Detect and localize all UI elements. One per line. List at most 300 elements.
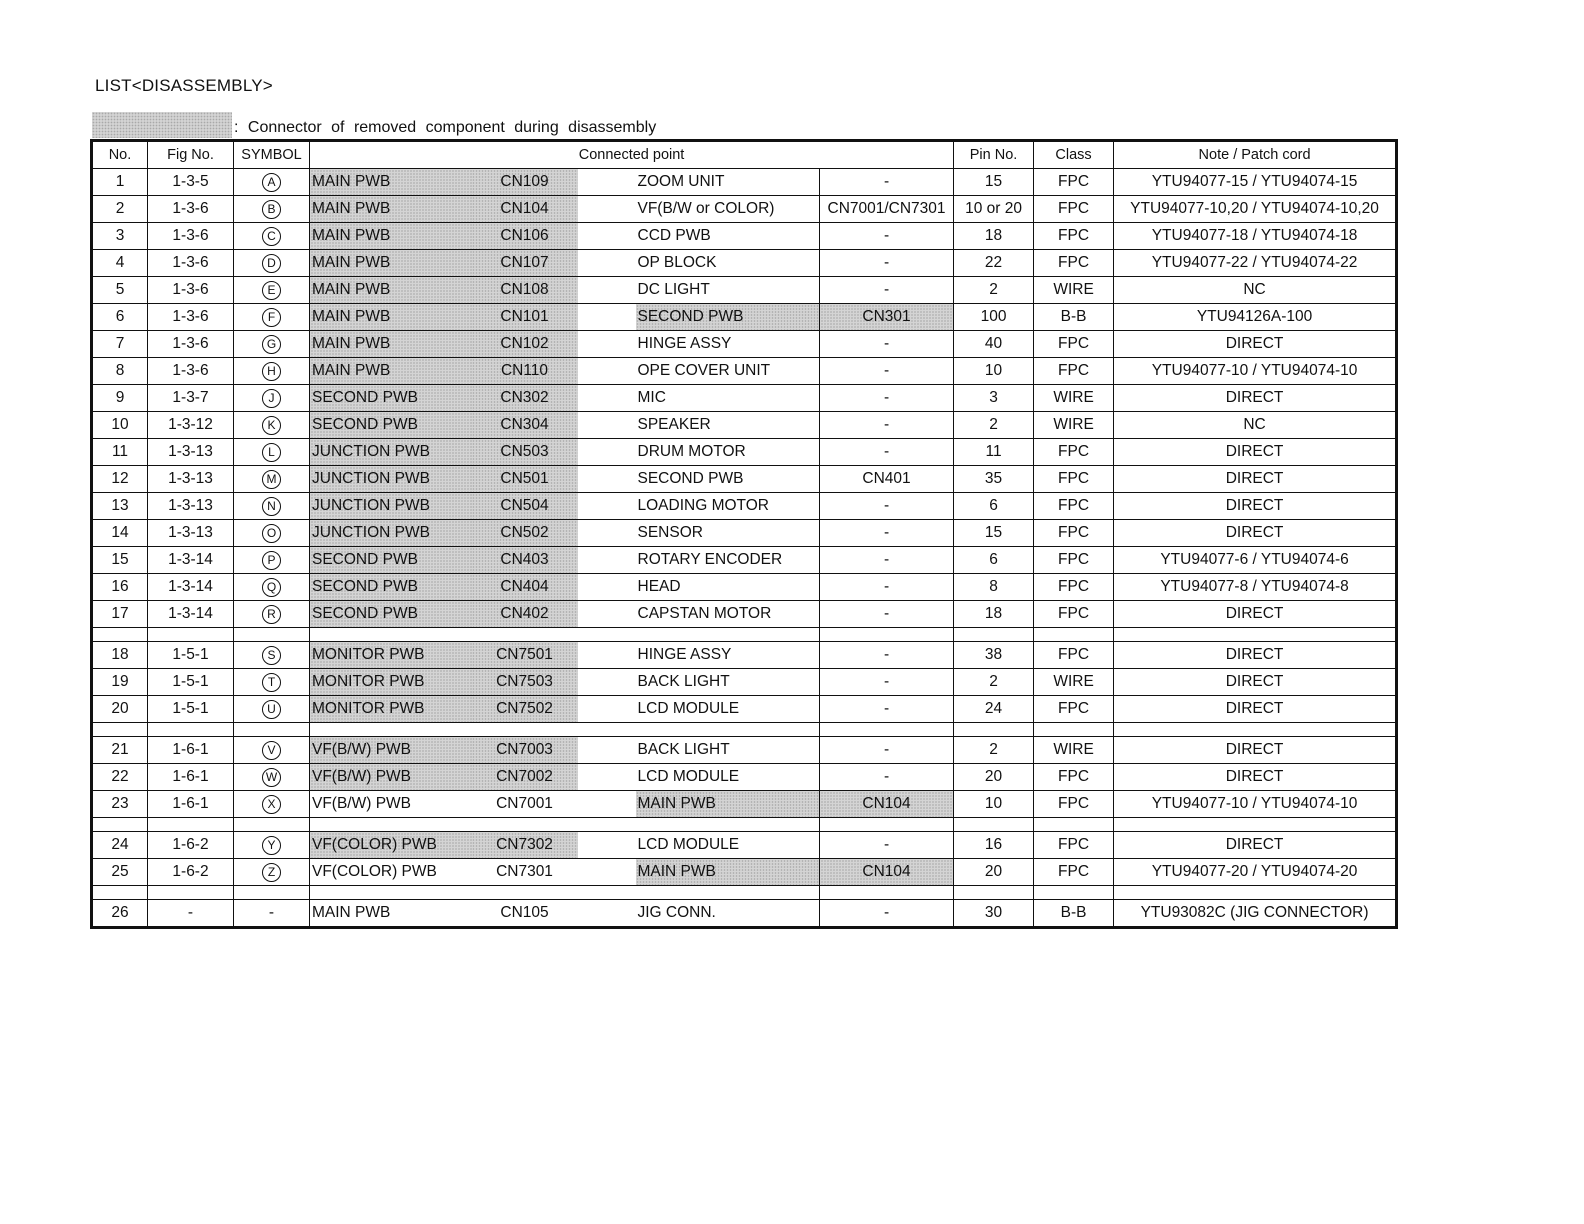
- source-connector: CN101: [472, 304, 578, 331]
- row-pin-no: 15: [954, 520, 1034, 547]
- circled-letter-symbol: Y: [262, 836, 281, 855]
- circled-letter-symbol: S: [262, 646, 281, 665]
- row-class: FPC: [1034, 196, 1114, 223]
- row-fig-no: 1-3-6: [148, 223, 234, 250]
- destination-connector: CN104: [820, 791, 954, 818]
- row-pin-no: 22: [954, 250, 1034, 277]
- source-connector: CN109: [472, 169, 578, 196]
- separator-row: [92, 886, 1397, 900]
- table-row: [92, 696, 1397, 723]
- source-part: JUNCTION PWB: [310, 466, 472, 493]
- row-class: FPC: [1034, 466, 1114, 493]
- circled-letter-symbol: F: [262, 308, 281, 327]
- separator-row: [92, 723, 1397, 737]
- table-row: [92, 859, 1397, 886]
- row-symbol: [234, 169, 310, 196]
- row-symbol: [234, 358, 310, 385]
- destination-part: JIG CONN.: [636, 900, 820, 928]
- row-fig-no: -: [148, 900, 234, 928]
- header-fig-no: Fig No.: [148, 141, 234, 169]
- row-class: WIRE: [1034, 277, 1114, 304]
- row-class: FPC: [1034, 832, 1114, 859]
- row-no: 18: [92, 642, 148, 669]
- row-note: NC: [1114, 412, 1397, 439]
- row-symbol: [234, 439, 310, 466]
- table-row: [92, 642, 1397, 669]
- row-fig-no: 1-3-13: [148, 520, 234, 547]
- circled-letter-symbol: V: [262, 741, 281, 760]
- row-no: 14: [92, 520, 148, 547]
- row-class: B-B: [1034, 304, 1114, 331]
- row-no: 20: [92, 696, 148, 723]
- destination-part: OPE COVER UNIT: [636, 358, 820, 385]
- destination-part: VF(B/W or COLOR): [636, 196, 820, 223]
- row-class: FPC: [1034, 250, 1114, 277]
- destination-connector: -: [820, 385, 954, 412]
- row-note: YTU94077-22 / YTU94074-22: [1114, 250, 1397, 277]
- source-connector: CN403: [472, 547, 578, 574]
- circled-letter-symbol: T: [262, 673, 281, 692]
- destination-part: CAPSTAN MOTOR: [636, 601, 820, 628]
- row-symbol: [234, 547, 310, 574]
- source-connector: CN7502: [472, 696, 578, 723]
- destination-part: SPEAKER: [636, 412, 820, 439]
- row-no: 22: [92, 764, 148, 791]
- row-fig-no: 1-3-6: [148, 331, 234, 358]
- row-fig-no: 1-5-1: [148, 696, 234, 723]
- destination-part: DC LIGHT: [636, 277, 820, 304]
- circled-letter-symbol: Q: [262, 578, 281, 597]
- row-no: 16: [92, 574, 148, 601]
- row-note: DIRECT: [1114, 642, 1397, 669]
- row-class: FPC: [1034, 696, 1114, 723]
- row-pin-no: 24: [954, 696, 1034, 723]
- arrow-icon: [578, 250, 636, 277]
- row-pin-no: 35: [954, 466, 1034, 493]
- destination-connector: CN7001/CN7301: [820, 196, 954, 223]
- destination-connector: -: [820, 764, 954, 791]
- row-symbol: [234, 331, 310, 358]
- circled-letter-symbol: U: [262, 700, 281, 719]
- row-symbol: [234, 642, 310, 669]
- destination-connector: -: [820, 574, 954, 601]
- table-row: [92, 358, 1397, 385]
- arrow-icon: [578, 601, 636, 628]
- table-row: [92, 169, 1397, 196]
- source-connector: CN504: [472, 493, 578, 520]
- row-symbol: [234, 696, 310, 723]
- row-symbol: [234, 250, 310, 277]
- row-note: DIRECT: [1114, 331, 1397, 358]
- row-class: WIRE: [1034, 669, 1114, 696]
- source-connector: CN502: [472, 520, 578, 547]
- destination-connector: -: [820, 642, 954, 669]
- destination-connector: -: [820, 547, 954, 574]
- destination-connector: -: [820, 358, 954, 385]
- row-class: FPC: [1034, 791, 1114, 818]
- destination-part: SENSOR: [636, 520, 820, 547]
- row-symbol: [234, 304, 310, 331]
- row-note: YTU94077-8 / YTU94074-8: [1114, 574, 1397, 601]
- table-row: [92, 547, 1397, 574]
- row-symbol: [234, 493, 310, 520]
- source-connector: CN7002: [472, 764, 578, 791]
- source-part: MAIN PWB: [310, 358, 472, 385]
- arrow-icon: [578, 547, 636, 574]
- row-fig-no: 1-3-6: [148, 277, 234, 304]
- row-class: WIRE: [1034, 412, 1114, 439]
- header-note: Note / Patch cord: [1114, 141, 1397, 169]
- arrow-icon: [578, 223, 636, 250]
- arrow-icon: [578, 520, 636, 547]
- row-note: YTU94077-18 / YTU94074-18: [1114, 223, 1397, 250]
- row-note: YTU94077-6 / YTU94074-6: [1114, 547, 1397, 574]
- row-fig-no: 1-6-1: [148, 791, 234, 818]
- row-class: FPC: [1034, 223, 1114, 250]
- row-symbol: [234, 412, 310, 439]
- row-symbol: [234, 385, 310, 412]
- source-part: VF(B/W) PWB: [310, 737, 472, 764]
- table-row: [92, 574, 1397, 601]
- source-connector: CN7503: [472, 669, 578, 696]
- separator-row: [92, 628, 1397, 642]
- row-no: 24: [92, 832, 148, 859]
- source-part: VF(B/W) PWB: [310, 791, 472, 818]
- circled-letter-symbol: M: [262, 470, 281, 489]
- source-connector: CN102: [472, 331, 578, 358]
- row-pin-no: 2: [954, 737, 1034, 764]
- header-connected-point: Connected point: [310, 141, 954, 169]
- arrow-icon: [578, 791, 636, 818]
- row-class: FPC: [1034, 574, 1114, 601]
- source-connector: CN302: [472, 385, 578, 412]
- table-row: [92, 669, 1397, 696]
- source-part: MAIN PWB: [310, 304, 472, 331]
- legend-text: : Connector of removed component during disassembly: [234, 119, 657, 136]
- row-fig-no: 1-6-2: [148, 859, 234, 886]
- destination-part: BACK LIGHT: [636, 669, 820, 696]
- row-note: YTU94077-10,20 / YTU94074-10,20: [1114, 196, 1397, 223]
- destination-part: BACK LIGHT: [636, 737, 820, 764]
- table-row: [92, 250, 1397, 277]
- destination-part: HINGE ASSY: [636, 331, 820, 358]
- row-class: FPC: [1034, 520, 1114, 547]
- shaded-legend-swatch: [92, 112, 232, 138]
- destination-connector: -: [820, 169, 954, 196]
- row-fig-no: 1-3-6: [148, 250, 234, 277]
- row-note: DIRECT: [1114, 439, 1397, 466]
- row-symbol: [234, 669, 310, 696]
- destination-part: ROTARY ENCODER: [636, 547, 820, 574]
- row-fig-no: 1-3-7: [148, 385, 234, 412]
- arrow-icon: [578, 385, 636, 412]
- destination-connector: -: [820, 493, 954, 520]
- row-pin-no: 10 or 20: [954, 196, 1034, 223]
- destination-connector: CN301: [820, 304, 954, 331]
- row-no: 19: [92, 669, 148, 696]
- row-note: YTU94077-10 / YTU94074-10: [1114, 358, 1397, 385]
- source-connector: CN503: [472, 439, 578, 466]
- row-no: 17: [92, 601, 148, 628]
- row-note: YTU94077-10 / YTU94074-10: [1114, 791, 1397, 818]
- arrow-icon: [578, 304, 636, 331]
- row-pin-no: 10: [954, 791, 1034, 818]
- row-fig-no: 1-3-6: [148, 358, 234, 385]
- destination-connector: -: [820, 412, 954, 439]
- table-row: [92, 223, 1397, 250]
- row-pin-no: 2: [954, 412, 1034, 439]
- destination-connector: -: [820, 439, 954, 466]
- destination-part: SECOND PWB: [636, 304, 820, 331]
- destination-connector: -: [820, 277, 954, 304]
- destination-part: MIC: [636, 385, 820, 412]
- source-part: MAIN PWB: [310, 250, 472, 277]
- row-pin-no: 6: [954, 547, 1034, 574]
- source-part: MAIN PWB: [310, 331, 472, 358]
- row-class: FPC: [1034, 439, 1114, 466]
- destination-connector: -: [820, 832, 954, 859]
- row-no: 4: [92, 250, 148, 277]
- arrow-icon: [578, 669, 636, 696]
- row-pin-no: 2: [954, 669, 1034, 696]
- source-part: JUNCTION PWB: [310, 520, 472, 547]
- row-class: WIRE: [1034, 385, 1114, 412]
- table-row: [92, 331, 1397, 358]
- header-class: Class: [1034, 141, 1114, 169]
- arrow-icon: [578, 169, 636, 196]
- source-part: MAIN PWB: [310, 196, 472, 223]
- separator-row: [92, 818, 1397, 832]
- destination-part: DRUM MOTOR: [636, 439, 820, 466]
- row-note: DIRECT: [1114, 764, 1397, 791]
- source-part: MAIN PWB: [310, 277, 472, 304]
- row-class: FPC: [1034, 601, 1114, 628]
- destination-connector: CN104: [820, 859, 954, 886]
- source-part: SECOND PWB: [310, 547, 472, 574]
- arrow-icon: [578, 358, 636, 385]
- page-title: LIST<DISASSEMBLY>: [95, 76, 273, 95]
- row-pin-no: 16: [954, 832, 1034, 859]
- row-no: 1: [92, 169, 148, 196]
- destination-connector: -: [820, 250, 954, 277]
- destination-connector: -: [820, 696, 954, 723]
- arrow-icon: [578, 642, 636, 669]
- table-row: [92, 277, 1397, 304]
- destination-part: HEAD: [636, 574, 820, 601]
- legend: [92, 112, 656, 138]
- source-connector: CN7501: [472, 642, 578, 669]
- destination-connector: -: [820, 601, 954, 628]
- row-no: 26: [92, 900, 148, 928]
- row-pin-no: 3: [954, 385, 1034, 412]
- circled-letter-symbol: O: [262, 524, 281, 543]
- arrow-icon: [578, 696, 636, 723]
- row-class: FPC: [1034, 859, 1114, 886]
- row-no: 15: [92, 547, 148, 574]
- row-pin-no: 8: [954, 574, 1034, 601]
- row-pin-no: 30: [954, 900, 1034, 928]
- row-pin-no: 2: [954, 277, 1034, 304]
- row-fig-no: 1-3-13: [148, 439, 234, 466]
- row-symbol: -: [234, 900, 310, 928]
- row-note: YTU93082C (JIG CONNECTOR): [1114, 900, 1397, 928]
- row-no: 3: [92, 223, 148, 250]
- arrow-icon: [578, 574, 636, 601]
- source-connector: CN110: [472, 358, 578, 385]
- row-fig-no: 1-3-6: [148, 304, 234, 331]
- arrow-icon: [578, 493, 636, 520]
- row-pin-no: 38: [954, 642, 1034, 669]
- table-row: [92, 737, 1397, 764]
- source-connector: CN106: [472, 223, 578, 250]
- row-fig-no: 1-6-1: [148, 737, 234, 764]
- table-row: [92, 439, 1397, 466]
- row-class: FPC: [1034, 493, 1114, 520]
- circled-letter-symbol: K: [262, 416, 281, 435]
- row-pin-no: 20: [954, 764, 1034, 791]
- row-note: DIRECT: [1114, 520, 1397, 547]
- row-class: WIRE: [1034, 737, 1114, 764]
- source-part: SECOND PWB: [310, 574, 472, 601]
- destination-part: OP BLOCK: [636, 250, 820, 277]
- destination-part: MAIN PWB: [636, 791, 820, 818]
- destination-part: LCD MODULE: [636, 764, 820, 791]
- row-note: DIRECT: [1114, 493, 1397, 520]
- row-pin-no: 10: [954, 358, 1034, 385]
- circled-letter-symbol: J: [262, 389, 281, 408]
- table-row: [92, 493, 1397, 520]
- destination-connector: -: [820, 737, 954, 764]
- row-no: 9: [92, 385, 148, 412]
- row-symbol: [234, 277, 310, 304]
- row-class: FPC: [1034, 764, 1114, 791]
- row-no: 21: [92, 737, 148, 764]
- row-symbol: [234, 832, 310, 859]
- arrow-icon: [578, 737, 636, 764]
- row-note: NC: [1114, 277, 1397, 304]
- row-symbol: [234, 223, 310, 250]
- source-part: VF(B/W) PWB: [310, 764, 472, 791]
- source-connector: CN104: [472, 196, 578, 223]
- source-connector: CN7003: [472, 737, 578, 764]
- source-part: JUNCTION PWB: [310, 439, 472, 466]
- row-fig-no: 1-6-1: [148, 764, 234, 791]
- table-row: [92, 764, 1397, 791]
- row-fig-no: 1-3-6: [148, 196, 234, 223]
- destination-connector: -: [820, 331, 954, 358]
- circled-letter-symbol: L: [262, 443, 281, 462]
- row-pin-no: 11: [954, 439, 1034, 466]
- row-fig-no: 1-3-13: [148, 466, 234, 493]
- row-symbol: [234, 466, 310, 493]
- row-class: FPC: [1034, 642, 1114, 669]
- row-pin-no: 18: [954, 601, 1034, 628]
- destination-part: SECOND PWB: [636, 466, 820, 493]
- source-connector: CN107: [472, 250, 578, 277]
- row-fig-no: 1-5-1: [148, 669, 234, 696]
- row-no: 23: [92, 791, 148, 818]
- row-no: 13: [92, 493, 148, 520]
- circled-letter-symbol: R: [262, 605, 281, 624]
- row-symbol: [234, 520, 310, 547]
- row-class: FPC: [1034, 358, 1114, 385]
- row-symbol: [234, 196, 310, 223]
- circled-letter-symbol: N: [262, 497, 281, 516]
- table-row: [92, 832, 1397, 859]
- row-note: YTU94126A-100: [1114, 304, 1397, 331]
- destination-part: HINGE ASSY: [636, 642, 820, 669]
- arrow-icon: [578, 832, 636, 859]
- row-fig-no: 1-5-1: [148, 642, 234, 669]
- circled-letter-symbol: W: [262, 768, 281, 787]
- row-pin-no: 6: [954, 493, 1034, 520]
- destination-part: LOADING MOTOR: [636, 493, 820, 520]
- header-no: No.: [92, 141, 148, 169]
- row-note: DIRECT: [1114, 669, 1397, 696]
- source-connector: CN7302: [472, 832, 578, 859]
- destination-part: CCD PWB: [636, 223, 820, 250]
- row-symbol: [234, 574, 310, 601]
- circled-letter-symbol: C: [262, 227, 281, 246]
- destination-connector: CN401: [820, 466, 954, 493]
- source-part: SECOND PWB: [310, 601, 472, 628]
- row-pin-no: 20: [954, 859, 1034, 886]
- arrow-icon: [578, 439, 636, 466]
- row-note: DIRECT: [1114, 832, 1397, 859]
- circled-letter-symbol: H: [262, 362, 281, 381]
- row-symbol: [234, 859, 310, 886]
- source-connector: CN404: [472, 574, 578, 601]
- source-connector: CN7001: [472, 791, 578, 818]
- circled-letter-symbol: D: [262, 254, 281, 273]
- destination-part: LCD MODULE: [636, 832, 820, 859]
- circled-letter-symbol: B: [262, 200, 281, 219]
- row-note: YTU94077-15 / YTU94074-15: [1114, 169, 1397, 196]
- row-symbol: [234, 737, 310, 764]
- row-fig-no: 1-3-5: [148, 169, 234, 196]
- arrow-icon: [578, 412, 636, 439]
- row-note: DIRECT: [1114, 601, 1397, 628]
- table-row: [92, 900, 1397, 928]
- table-row: [92, 304, 1397, 331]
- source-part: VF(COLOR) PWB: [310, 859, 472, 886]
- row-fig-no: 1-3-14: [148, 574, 234, 601]
- row-note: YTU94077-20 / YTU94074-20: [1114, 859, 1397, 886]
- row-fig-no: 1-3-12: [148, 412, 234, 439]
- row-fig-no: 1-6-2: [148, 832, 234, 859]
- destination-part: MAIN PWB: [636, 859, 820, 886]
- source-connector: CN501: [472, 466, 578, 493]
- source-part: MONITOR PWB: [310, 669, 472, 696]
- row-fig-no: 1-3-14: [148, 547, 234, 574]
- row-pin-no: 15: [954, 169, 1034, 196]
- source-part: MAIN PWB: [310, 900, 472, 928]
- row-no: 2: [92, 196, 148, 223]
- table-row: [92, 385, 1397, 412]
- row-class: FPC: [1034, 547, 1114, 574]
- source-part: SECOND PWB: [310, 412, 472, 439]
- source-connector: CN105: [472, 900, 578, 928]
- row-symbol: [234, 764, 310, 791]
- row-no: 12: [92, 466, 148, 493]
- row-pin-no: 40: [954, 331, 1034, 358]
- row-pin-no: 18: [954, 223, 1034, 250]
- row-note: DIRECT: [1114, 737, 1397, 764]
- row-fig-no: 1-3-13: [148, 493, 234, 520]
- arrow-icon: [578, 196, 636, 223]
- source-connector: CN304: [472, 412, 578, 439]
- row-pin-no: 100: [954, 304, 1034, 331]
